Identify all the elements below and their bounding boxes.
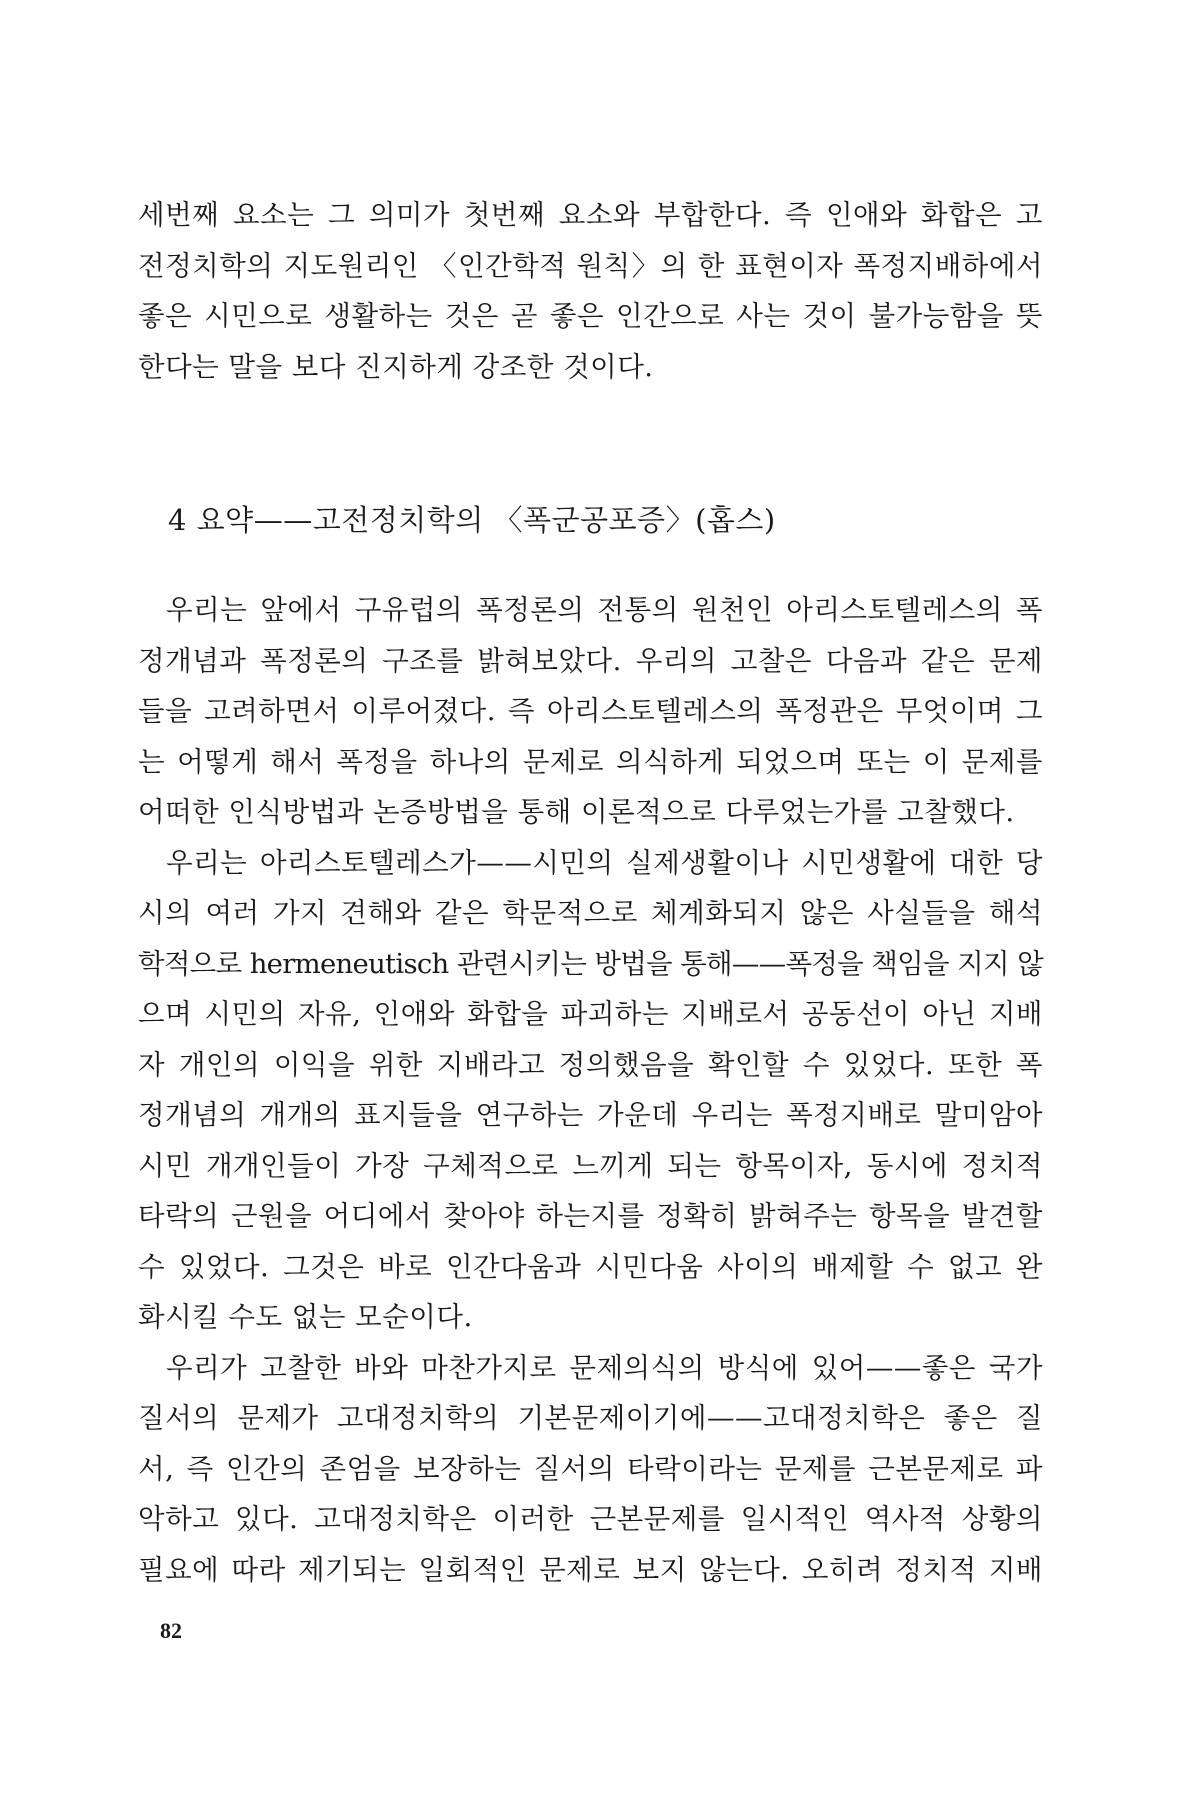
text-line: 좋은 시민으로 생활하는 것은 곧 좋은 인간으로 사는 것이 불가능함을 뜻 xyxy=(138,300,1043,332)
text-line: 타락의 근원을 어디에서 찾아야 하는지를 정확히 밝혀주는 항목을 발견할 xyxy=(138,1200,1043,1232)
text-line: 는 어떻게 해서 폭정을 하나의 문제로 의식하게 되었으며 또는 이 문제를 xyxy=(138,745,1044,778)
text-line: 수 있었다. 그것은 바로 인간다움과 시민다움 사이의 배제할 수 없고 완 xyxy=(138,1250,1043,1283)
text-line: 필요에 따라 제기되는 일회적인 문제로 보지 않는다. 오히려 정치적 지배 xyxy=(138,1553,1043,1586)
text-line: 시의 여러 가지 견해와 같은 학문적으로 체계화되지 않은 사실들을 해석 xyxy=(138,897,1043,929)
text-line: 어떠한 인식방법과 논증방법을 통해 이론적으로 다루었는가를 고찰했다. xyxy=(138,796,1015,828)
text-line: 우리는 앞에서 구유럽의 폭정론의 전통의 원천인 아리스토텔레스의 폭 xyxy=(166,594,1043,626)
text-line: 정개념과 폭정론의 구조를 밝혀보았다. 우리의 고찰은 다음과 같은 문제 xyxy=(138,644,1043,677)
text-line: 학적으로 hermeneutisch 관련시키는 방법을 통해——폭정을 책임을 지지 않 xyxy=(138,947,1043,980)
text-line: 우리는 아리스토텔레스가——시민의 실제생활이나 시민생활에 대한 당 xyxy=(166,846,1043,879)
text-line: 서, 즉 인간의 존엄을 보장하는 질서의 타락이라는 문제를 근본문제로 파 xyxy=(138,1452,1043,1485)
page-number: 82 xyxy=(160,1618,182,1643)
text-line: 정개념의 개개의 표지들을 연구하는 가운데 우리는 폭정지배로 말미암아 xyxy=(138,1099,1043,1131)
text-line: 들을 고려하면서 이루어졌다. 즉 아리스토텔레스의 폭정관은 무엇이며 그 xyxy=(138,695,1043,727)
text-line: 자 개인의 이익을 위한 지배라고 정의했음을 확인할 수 있었다. 또한 폭 xyxy=(138,1048,1043,1081)
text-line: 악하고 있다. 고대정치학은 이러한 근본문제를 일시적인 역사적 상황의 xyxy=(138,1503,1043,1535)
text-line: 전정치학의 지도원리인 〈인간학적 원칙〉의 한 표현이자 폭정지배하에서 xyxy=(138,249,1043,282)
text-line: 우리가 고찰한 바와 마찬가지로 문제의식의 방식에 있어——좋은 국가 xyxy=(166,1351,1043,1384)
text-line: 화시킬 수도 없는 모순이다. xyxy=(138,1301,473,1333)
section-body xyxy=(138,585,1043,1595)
text-line: 질서의 문제가 고대정치학의 기본문제이기에——고대정치학은 좋은 질 xyxy=(138,1402,1043,1434)
text-line: 시민 개개인들이 가장 구체적으로 느끼게 되는 항목이자, 동시에 정치적 xyxy=(138,1149,1043,1182)
text-line: 으며 시민의 자유, 인애와 화합을 파괴하는 지배로서 공동선이 아닌 지배 xyxy=(138,998,1043,1030)
paragraph-continued xyxy=(138,190,1043,392)
text-line: 한다는 말을 보다 진지하게 강조한 것이다. xyxy=(138,350,654,383)
text-line: 세번째 요소는 그 의미가 첫번째 요소와 부합한다. 즉 인애와 화합은 고 xyxy=(138,199,1043,231)
section-heading: 4 요약——고전정치학의 〈폭군공포증〉(홉스) xyxy=(168,503,776,537)
